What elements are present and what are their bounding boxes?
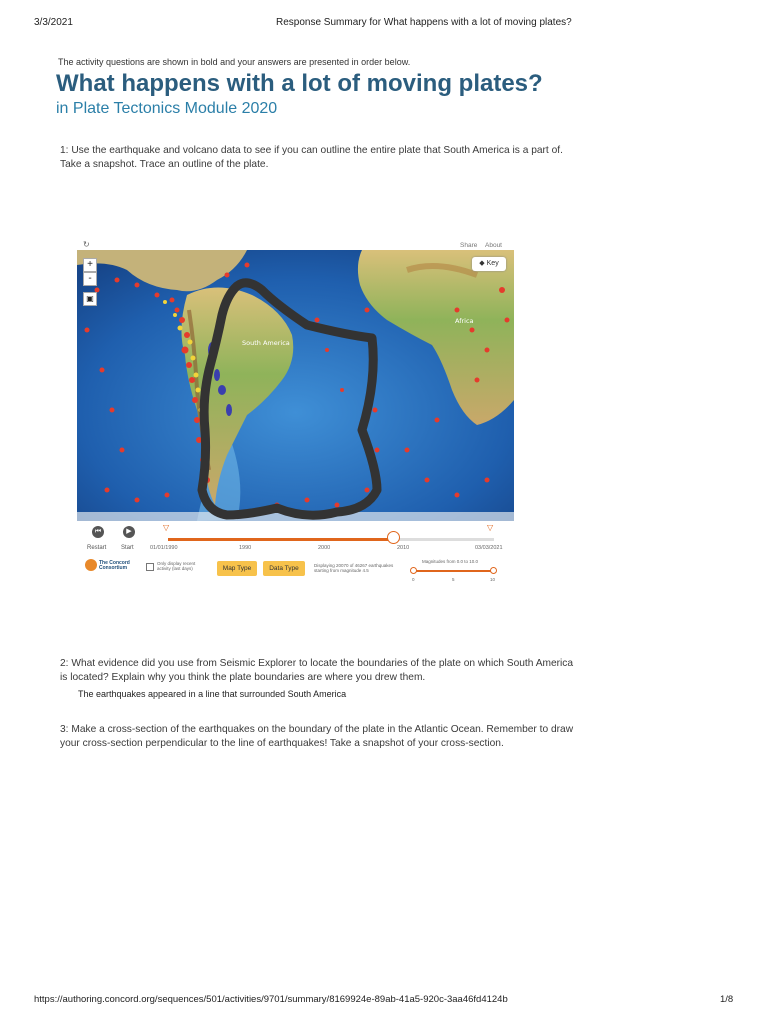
footer-page: 1/8 xyxy=(720,994,734,1005)
zoom-out-button[interactable]: - xyxy=(83,272,97,286)
mag-tick-0: 0 xyxy=(412,577,415,582)
concord-logo xyxy=(85,559,97,571)
timeline-start-marker[interactable]: ▽ xyxy=(163,523,170,532)
timeline-label-start: 01/01/1990 xyxy=(150,545,178,551)
intro-text: The activity questions are shown in bold and your answers are presented in order below. xyxy=(58,57,411,67)
timeline-track[interactable] xyxy=(168,538,494,541)
mag-tick-10: 10 xyxy=(490,577,496,582)
footer-url: https://authoring.concord.org/sequences/501/activities/9701/summary/8169924e-89ab-41a5-920c-3aa46fd4124b xyxy=(34,994,508,1005)
question-2-line1: 2: What evidence did you use from Seismic Explorer to locate the boundaries of the plate on which South America xyxy=(60,658,574,669)
question-3 xyxy=(60,723,620,751)
timeline-label-2000: 2000 xyxy=(318,545,331,551)
mag-tick-5: 5 xyxy=(452,577,455,582)
seismic-explorer-snapshot xyxy=(77,240,514,592)
zoom-in-button[interactable]: + xyxy=(83,258,97,272)
timeline-label-1990: 1990 xyxy=(239,545,252,551)
page-title: What happens with a lot of moving plates? xyxy=(56,70,543,97)
key-button[interactable] xyxy=(472,257,506,271)
magnitude-max-handle[interactable] xyxy=(490,567,497,574)
start-label: Start xyxy=(121,545,134,551)
timeline-label-2010: 2010 xyxy=(397,545,410,551)
timeline-label-end: 03/03/2021 xyxy=(475,545,503,551)
timeline-handle[interactable] xyxy=(387,531,400,544)
recent-activity-label: Only display recent activity (last days) xyxy=(157,561,196,571)
question-3-line1: 3: Make a cross-section of the earthquakes on the boundary of the plate in the Atlantic Ocean. Remember to draw xyxy=(60,724,574,735)
logo-text: The Concord Consortium xyxy=(99,560,130,571)
key-label: Key xyxy=(486,260,499,267)
reload-icon[interactable]: ↻ xyxy=(83,240,90,249)
timeline-controls xyxy=(77,521,514,592)
magnitude-slider[interactable] xyxy=(413,570,493,572)
magnitude-label: Magnitudes from 0.0 to 10.0 xyxy=(422,559,479,564)
timeline-progress xyxy=(168,538,393,541)
question-1-line2: Take a snapshot. Trace an outline of the plate. xyxy=(60,159,269,170)
about-link[interactable]: About xyxy=(485,242,502,249)
display-count-text: Displaying 20070 of 46267 earthquakes starting from magnitude 4.5 xyxy=(314,563,394,573)
map-label-continent: South America xyxy=(242,339,290,347)
recent-activity-checkbox[interactable] xyxy=(146,563,154,571)
question-3-line2: your cross-section perpendicular to the line of earthquakes! Take a snapshot of your cross-section. xyxy=(60,738,504,749)
restart-label: Restart xyxy=(87,545,107,551)
print-date: 3/3/2021 xyxy=(34,17,73,28)
map-label-africa: Africa xyxy=(455,317,474,325)
question-2-line2: is located? Explain why you think the plate boundaries are where you drew them. xyxy=(60,672,426,683)
magnitude-min-handle[interactable] xyxy=(410,567,417,574)
play-icon[interactable]: ▶ xyxy=(123,526,135,538)
fullscreen-icon[interactable]: ▣ xyxy=(83,292,97,306)
question-1 xyxy=(60,144,620,172)
print-title: Response Summary for What happens with a lot of moving plates? xyxy=(276,17,572,28)
share-link[interactable]: Share xyxy=(460,242,478,249)
page-subtitle: in Plate Tectonics Module 2020 xyxy=(56,100,278,117)
seismic-map[interactable] xyxy=(77,250,514,521)
layers-icon: ◆ xyxy=(479,260,485,267)
timeline-end-marker[interactable]: ▽ xyxy=(487,523,494,532)
restart-icon[interactable]: ⏮ xyxy=(92,526,104,538)
map-graphic xyxy=(77,250,514,521)
answer-2: The earthquakes appeared in a line that surrounded South America xyxy=(78,689,347,699)
map-type-button[interactable]: Map Type xyxy=(217,561,257,576)
data-type-button[interactable]: Data Type xyxy=(263,561,305,576)
question-1-line1: 1: Use the earthquake and volcano data to see if you can outline the entire plate that South America is a part of. xyxy=(60,145,563,156)
question-2 xyxy=(60,657,620,685)
snapshot-topbar xyxy=(77,240,514,250)
